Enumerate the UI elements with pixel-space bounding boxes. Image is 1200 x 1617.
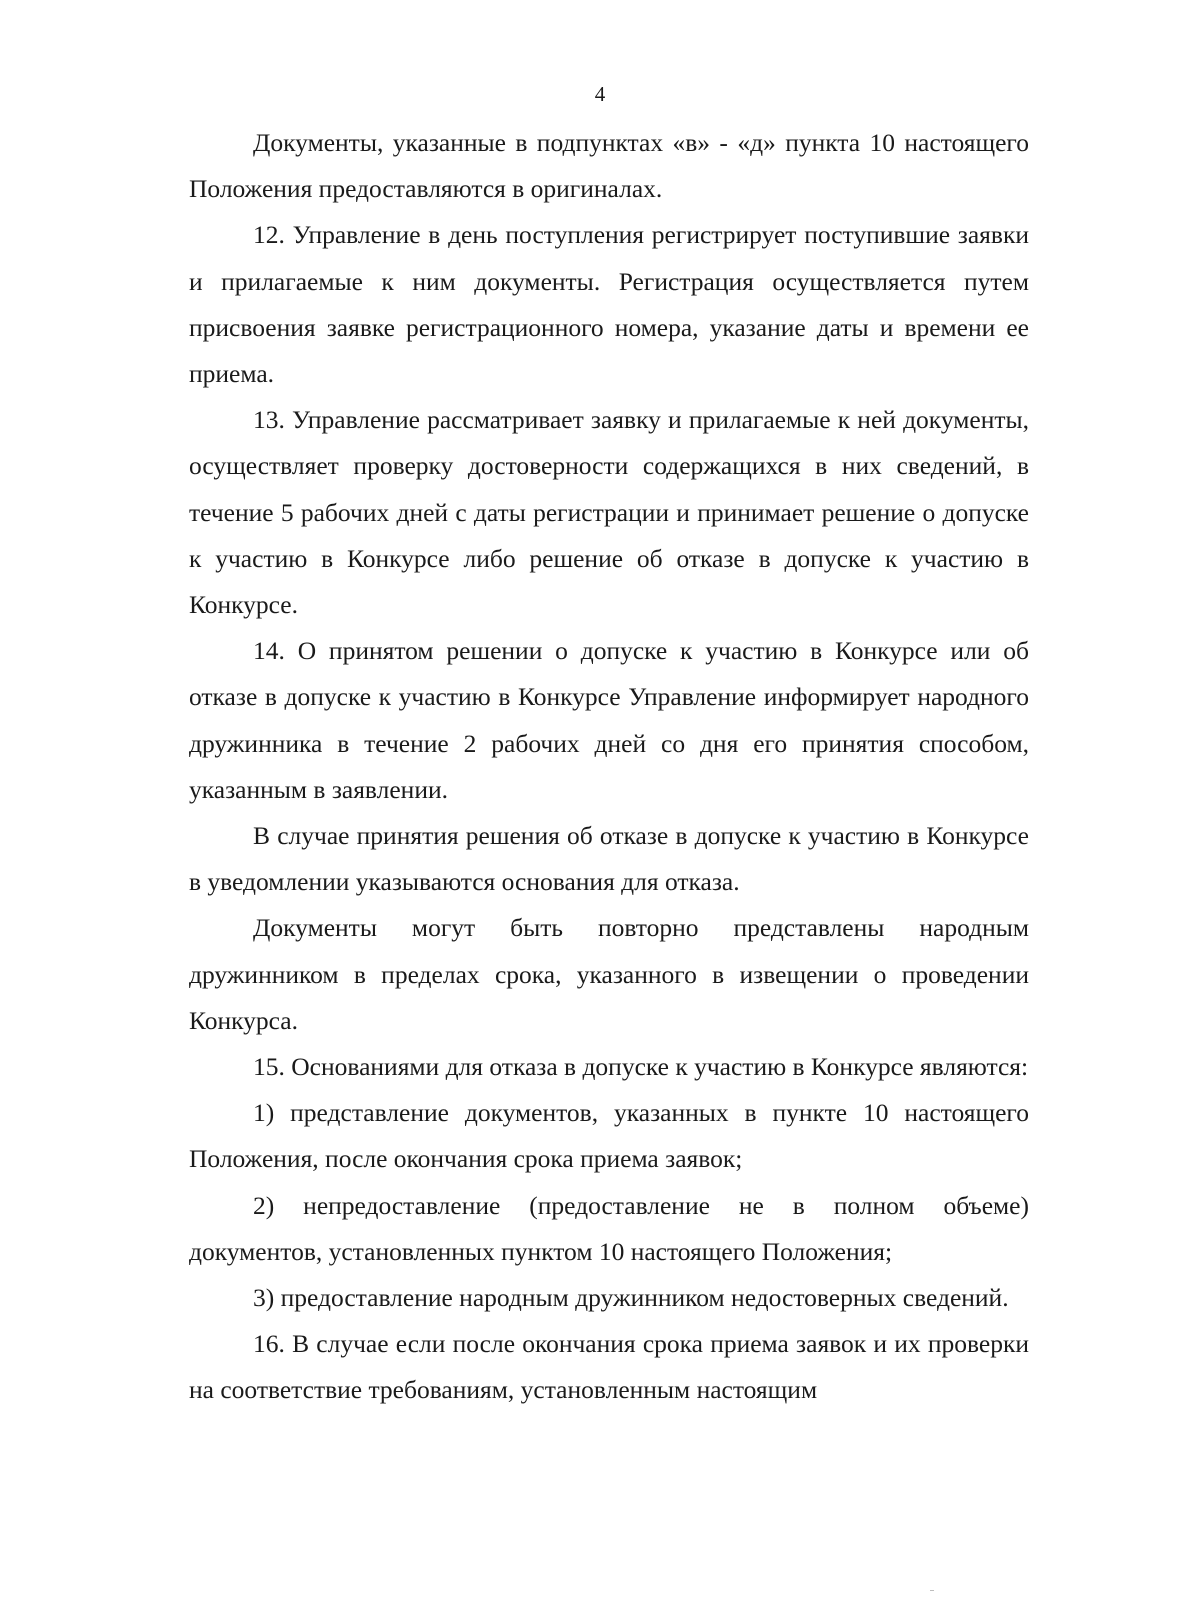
list-item-2-incomplete-documents: 2) непредоставление (предоставление не в полном объеме) документов, установленных пунктом 10 настоящего Положения; — [189, 1190, 1029, 1266]
paragraph-16-after-deadline: 16. В случае если после окончания срока приема заявок и их проверки на соответствие требованиям, установленным настоящим — [189, 1329, 1029, 1405]
scan-speck — [930, 1590, 934, 1591]
document-body — [189, 120, 1029, 1414]
paragraph-resubmission: Документы могут быть повторно представлены народным дружинником в пределах срока, указанного в извещении о проведении Конкурса. — [189, 913, 1029, 1035]
list-item-1-late-submission: 1) представление документов, указанных в пункте 10 настоящего Положения, после окончания срока приема заявок; — [189, 1098, 1029, 1174]
paragraph-12-registration: 12. Управление в день поступления регистрирует поступившие заявки и прилагаемые к ним документы. Регистрация осуществляется путем присвоения заявке регистрационного номера, указание даты и времени ее приема. — [189, 220, 1029, 389]
paragraph-14-notification: 14. О принятом решении о допуске к участию в Конкурсе или об отказе в допуске к участию в Конкурсе Управление информирует народного дружинника в течение 2 рабочих дней со дня его принятия способом, указанным в заявлении. — [189, 636, 1029, 804]
list-item-3-false-information: 3) предоставление народным дружинником недостоверных сведений. — [253, 1283, 1009, 1313]
paragraph-15-refusal-grounds: 15. Основаниями для отказа в допуске к участию в Конкурсе являются: — [253, 1052, 1029, 1082]
paragraph-refusal-grounds-notice: В случае принятия решения об отказе в допуске к участию в Конкурсе в уведомлении указываются основания для отказа. — [189, 821, 1029, 897]
paragraph-13-review: 13. Управление рассматривает заявку и прилагаемые к ней документы, осуществляет проверку достоверности содержащихся в них сведений, в течение 5 рабочих дней с даты регистрации и принимает решение о допуске к участию в Конкурсе либо решение об отказе в допуске к участию в Конкурсе. — [189, 405, 1029, 620]
paragraph-documents-originals: Документы, указанные в подпунктах «в» - «д» пункта 10 настоящего Положения предоставляются в оригиналах. — [189, 128, 1029, 204]
page-number: 4 — [594, 82, 606, 106]
